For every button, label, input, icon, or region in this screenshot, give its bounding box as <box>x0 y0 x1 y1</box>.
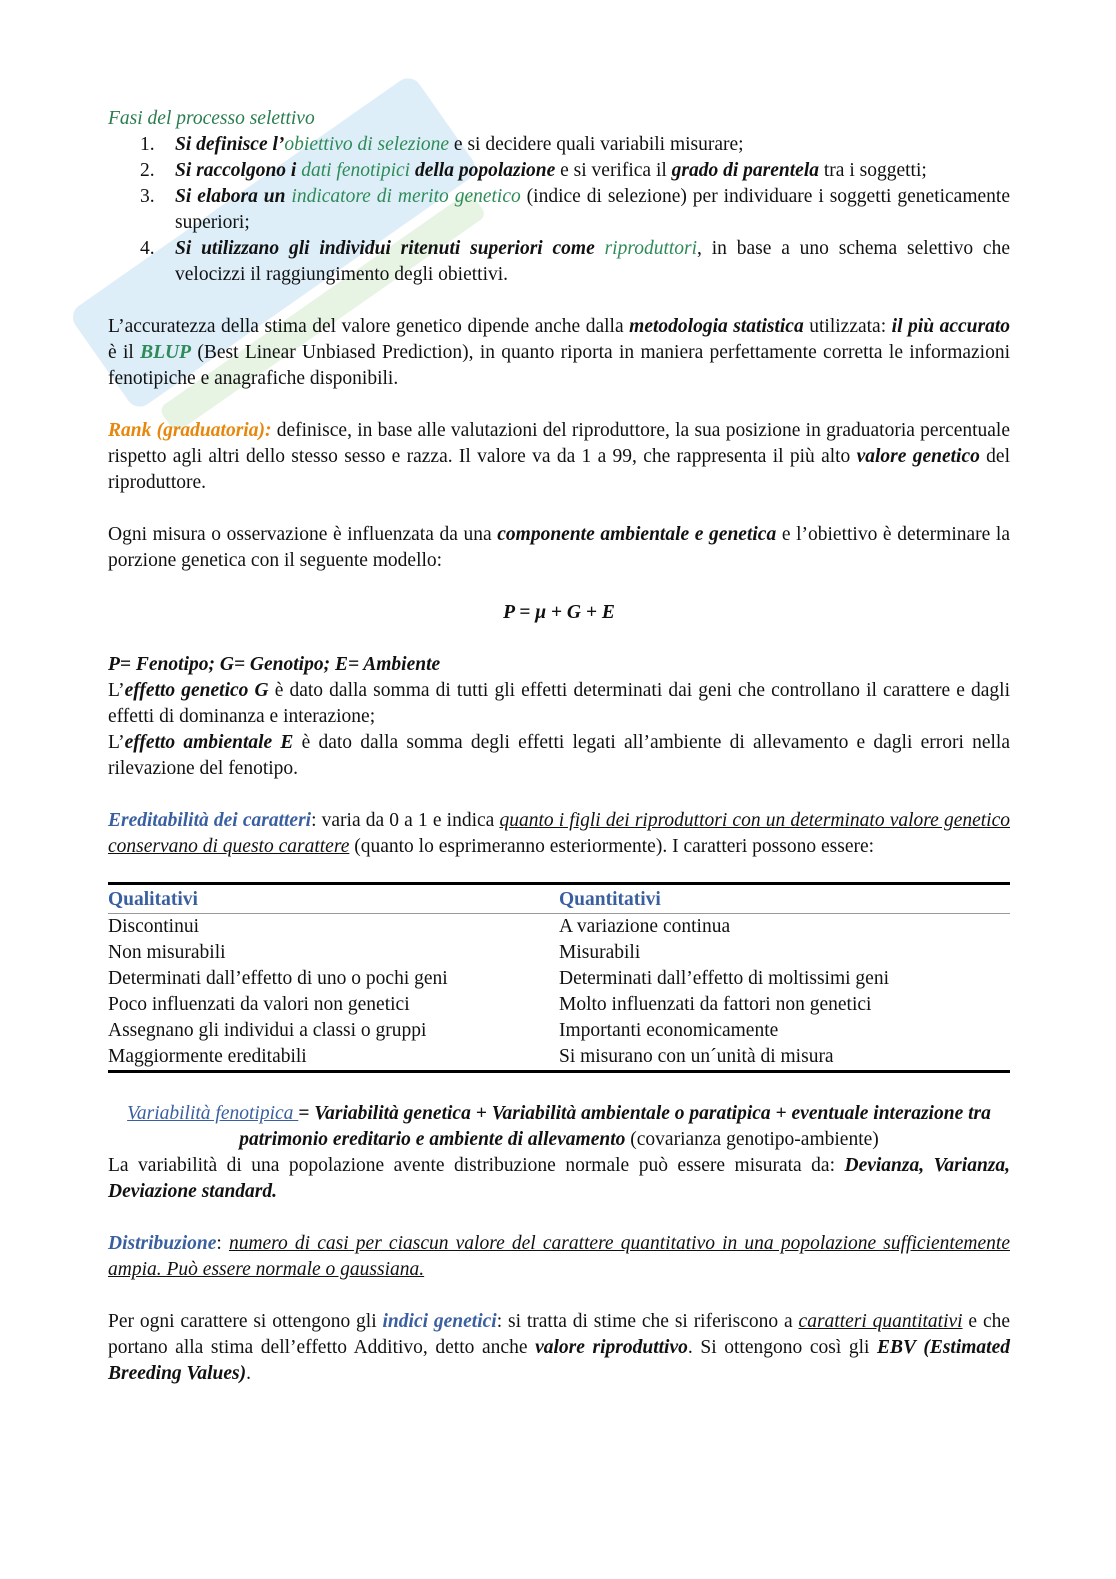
underlined-text: numero di casi per ciascun valore del carattere quantitativo in una popolazione sufficientemente ampia. Può essere normale o gaussiana. <box>108 1233 1010 1280</box>
text: L’ <box>108 732 125 753</box>
step-text: , in base a uno schema selettivo che velocizzi il raggiungimento degli obiettivi. <box>175 238 1010 285</box>
step-text: e si verifica il <box>555 160 672 181</box>
step-highlight: obiettivo di selezione <box>284 134 450 155</box>
text: L’accuratezza della stima del valore genetico dipende anche dalla <box>108 316 630 337</box>
text: Ogni misura o osservazione è influenzata da una <box>108 524 498 545</box>
paragraph-effetto-genetico <box>108 678 1010 730</box>
step-bold: Si definisce l’ <box>175 134 285 155</box>
text: del riproduttore. <box>108 446 1010 493</box>
bold-text: EBV (Estimated Breeding Values) <box>108 1337 1010 1384</box>
list-item <box>108 132 1010 158</box>
table-cell: Non misurabili <box>108 942 226 963</box>
table-row <box>108 940 1010 966</box>
formula: P = μ + G + E <box>503 602 615 623</box>
step-text: tra i soggetti; <box>819 160 927 181</box>
distribuzione-label: Distribuzione <box>108 1233 217 1254</box>
table-cell: A variazione continua <box>559 916 731 937</box>
step-number: 3. <box>140 186 155 207</box>
text: L’ <box>108 680 125 701</box>
table-header-row <box>108 884 1010 914</box>
text: La variabilità di una popolazione avente distribuzione normale può essere misurata da: <box>108 1155 845 1176</box>
text: : si tratta di stime che si riferiscono a <box>496 1311 799 1332</box>
text: e che portano alla stima dell’effetto Additivo, detto anche <box>108 1311 1010 1358</box>
table-cell: Molto influenzati da fattori non genetici <box>559 994 872 1015</box>
bold-text: effetto ambientale E <box>124 732 294 753</box>
text: (quanto lo esprimeranno esteriormente). I caratteri possono essere: <box>349 836 875 857</box>
bold-text: valore riproduttivo <box>535 1337 688 1358</box>
table-cell: Importanti economicamente <box>559 1020 779 1041</box>
bold-text: valore genetico <box>856 446 980 467</box>
paragraph-distribuzione <box>108 1231 1010 1283</box>
table-cell: Discontinui <box>108 916 199 937</box>
text: : <box>216 1233 229 1254</box>
comparison-table <box>108 882 1010 1073</box>
text: . Si ottengono così gli <box>687 1337 878 1358</box>
step-bold: Si utilizzano gli individui ritenuti superiori come <box>175 238 605 259</box>
rank-label: Rank (graduatoria): <box>108 420 272 441</box>
variabilita-label: Variabilità fenotipica <box>127 1103 299 1124</box>
text: definisce, in base alle valutazioni del riproduttore, la sua posizione in graduatoria percentuale rispetto agli altri dello stesso sesso e razza. Il valore va da 1 a 99, che rappresenta il più alto <box>108 420 1010 467</box>
step-text: e si decidere quali variabili misurare; <box>449 134 744 155</box>
text: utilizzata: <box>803 316 892 337</box>
table-cell: Assegnano gli individui a classi o gruppi <box>108 1020 427 1041</box>
table-cell: Maggiormente ereditabili <box>108 1046 307 1067</box>
paragraph-rank <box>108 418 1010 496</box>
underlined-text: caratteri quantitativi <box>798 1311 963 1332</box>
table-row <box>108 1044 1010 1072</box>
document-page <box>108 106 1010 1387</box>
table-cell: Poco influenzati da valori non genetici <box>108 994 410 1015</box>
text: è dato dalla somma degli effetti legati all’ambiente di allevamento e dagli errori nella rilevazione del fenotipo. <box>108 732 1010 779</box>
step-text: (indice di selezione) per individuare i soggetti geneticamente superiori; <box>175 186 1010 233</box>
text: . <box>246 1363 252 1384</box>
text: Per ogni carattere si ottengono gli <box>108 1311 383 1332</box>
ereditabilita-label: Ereditabilità dei caratteri <box>108 810 312 831</box>
bold-text: Devianza, Varianza, Deviazione standard. <box>108 1155 1010 1202</box>
table-row <box>108 966 1010 992</box>
table-row <box>108 992 1010 1018</box>
text: : varia da 0 a 1 e indica <box>311 810 500 831</box>
text: (covarianza genotipo-ambiente) <box>625 1129 879 1150</box>
paragraph-misura <box>108 522 1010 574</box>
bold-text: il più accurato <box>891 316 1011 337</box>
step-highlight: riproduttori <box>604 238 698 259</box>
underlined-text: quanto i figli dei riproduttori con un determinato valore genetico conservano di questo carattere <box>108 810 1010 857</box>
paragraph-indici <box>108 1309 1010 1387</box>
bold-text: effetto genetico G <box>124 680 269 701</box>
section-title-fasi: Fasi del processo selettivo <box>108 108 315 129</box>
paragraph-variabilita-popolazione <box>108 1153 1010 1205</box>
step-highlight: dati fenotipici <box>301 160 411 181</box>
table-cell: Determinati dall’effetto di moltissimi geni <box>559 968 889 989</box>
paragraph-variabilita-fenotipica <box>108 1101 1010 1153</box>
text: e l’obiettivo è determinare la porzione genetica con il seguente modello: <box>108 524 1010 571</box>
paragraph-effetto-ambientale <box>108 730 1010 782</box>
step-number: 2. <box>140 160 155 181</box>
formula-legend: P= Fenotipo; G= Genotipo; E= Ambiente <box>108 654 441 675</box>
table-row <box>108 1018 1010 1044</box>
steps-list <box>108 132 1010 288</box>
step-bold: della popolazione <box>410 160 556 181</box>
bold-text: = Variabilità genetica + Variabilità ambientale o paratipica + eventuale interazione tra patrimonio ereditario e ambiente di allevamento <box>239 1103 991 1150</box>
step-bold: Si elabora un <box>175 186 292 207</box>
step-bold: grado di parentela <box>671 160 820 181</box>
table-cell: Misurabili <box>559 942 641 963</box>
column-header-qualitativi: Qualitativi <box>108 889 198 910</box>
list-item <box>108 158 1010 184</box>
table-row <box>108 914 1010 941</box>
column-header-quantitativi: Quantitativi <box>559 889 661 910</box>
step-highlight: indicatore di merito genetico <box>291 186 521 207</box>
list-item <box>108 236 1010 288</box>
bold-text: metodologia statistica <box>629 316 804 337</box>
table-cell: Determinati dall’effetto di uno o pochi geni <box>108 968 448 989</box>
indici-term: indici genetici <box>382 1311 497 1332</box>
blup-term: BLUP <box>140 342 192 363</box>
table-cell: Si misurano con un´unità di misura <box>559 1046 834 1067</box>
step-number: 1. <box>140 134 155 155</box>
step-number: 4. <box>140 238 155 259</box>
paragraph-accuratezza <box>108 314 1010 392</box>
list-item <box>108 184 1010 236</box>
step-bold: Si raccolgono i <box>175 160 302 181</box>
text: è il <box>108 342 141 363</box>
bold-text: componente ambientale e genetica <box>497 524 777 545</box>
text: è dato dalla somma di tutti gli effetti determinati dai geni che controllano il carattere e dagli effetti di dominanza e interazione; <box>108 680 1010 727</box>
text: (Best Linear Unbiased Prediction), in quanto riporta in maniera perfettamente corretta le informazioni fenotipiche e anagrafiche disponibili. <box>108 342 1011 389</box>
paragraph-ereditabilita <box>108 808 1010 860</box>
